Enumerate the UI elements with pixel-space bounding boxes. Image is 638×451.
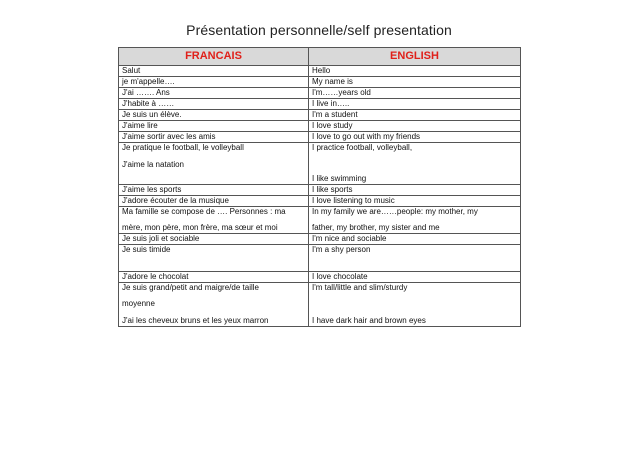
cell-line: J'aime les sports (122, 185, 182, 194)
page-title: Présentation personnelle/self presentation (186, 22, 452, 38)
cell-english (309, 121, 521, 132)
table-row (119, 77, 521, 88)
cell-english (309, 272, 521, 283)
cell-line: I practice football, volleyball, (312, 143, 413, 152)
cell-line: moyenne (122, 299, 155, 308)
table-row (119, 66, 521, 77)
table-row (119, 196, 521, 207)
cell-english (309, 143, 521, 185)
table-row (119, 185, 521, 196)
cell-line: J'aime sortir avec les amis (122, 132, 216, 141)
table-row (119, 99, 521, 110)
cell-line (312, 299, 517, 309)
cell-line (122, 261, 305, 271)
table-body (119, 66, 521, 327)
cell-line: J'aime lire (122, 121, 158, 130)
header-english: ENGLISH (309, 48, 521, 66)
cell-line: father, my brother, my sister and me (312, 223, 440, 232)
cell-line: I live in….. (312, 99, 350, 108)
cell-english (309, 110, 521, 121)
cell-english (309, 196, 521, 207)
cell-line: I like swimming (312, 174, 367, 183)
cell-line: I'm a student (312, 110, 358, 119)
cell-line: Je pratique le football, le volleyball (122, 143, 244, 152)
table-row (119, 207, 521, 234)
cell-line: My name is (312, 77, 353, 86)
cell-french (119, 185, 309, 196)
cell-french (119, 272, 309, 283)
cell-line: I'm a shy person (312, 245, 371, 254)
cell-french (119, 143, 309, 185)
cell-english (309, 234, 521, 245)
cell-french (119, 77, 309, 88)
cell-french (119, 99, 309, 110)
table-row (119, 283, 521, 327)
table-row (119, 234, 521, 245)
cell-english (309, 77, 521, 88)
cell-line: I'm tall/little and slim/sturdy (312, 283, 408, 292)
cell-line: Je suis grand/petit and maigre/de taille (122, 283, 259, 292)
cell-line (122, 174, 305, 184)
cell-line: J'adore le chocolat (122, 272, 189, 281)
cell-line: J'ai les cheveux bruns et les yeux marron (122, 316, 269, 325)
cell-line (312, 160, 517, 170)
table-row (119, 132, 521, 143)
table-row (119, 110, 521, 121)
table-row (119, 121, 521, 132)
cell-french (119, 121, 309, 132)
cell-line: Hello (312, 66, 331, 75)
cell-english (309, 66, 521, 77)
cell-line: J'habite à …… (122, 99, 175, 108)
table-row (119, 143, 521, 185)
cell-line: I love chocolate (312, 272, 368, 281)
cell-line: mère, mon père, mon frère, ma sœur et moi (122, 223, 278, 232)
cell-line: Je suis timide (122, 245, 171, 254)
cell-english (309, 245, 521, 272)
cell-line: J'aime la natation (122, 160, 185, 169)
table-row (119, 272, 521, 283)
table-row (119, 88, 521, 99)
cell-line: Ma famille se compose de …. Personnes : ma (122, 207, 286, 216)
cell-french (119, 283, 309, 327)
cell-french (119, 207, 309, 234)
cell-line: I love to go out with my friends (312, 132, 421, 141)
cell-french (119, 234, 309, 245)
cell-line: J'adore écouter de la musique (122, 196, 229, 205)
cell-line (312, 261, 517, 271)
cell-english (309, 185, 521, 196)
cell-line: J'ai ……. Ans (122, 88, 170, 97)
table-header-row (119, 48, 521, 66)
cell-english (309, 88, 521, 99)
header-francais: FRANCAIS (119, 48, 309, 66)
cell-english (309, 99, 521, 110)
cell-french (119, 196, 309, 207)
cell-french (119, 66, 309, 77)
table-row (119, 245, 521, 272)
cell-french (119, 132, 309, 143)
cell-line: je m'appelle…. (122, 77, 175, 86)
cell-line: I love study (312, 121, 353, 130)
cell-line: I like sports (312, 185, 353, 194)
cell-english (309, 132, 521, 143)
cell-french (119, 88, 309, 99)
cell-line: In my family we are……people: my mother, my (312, 207, 478, 216)
cell-french (119, 110, 309, 121)
cell-line: Salut (122, 66, 141, 75)
cell-line: I have dark hair and brown eyes (312, 316, 426, 325)
cell-line: I love listening to music (312, 196, 395, 205)
cell-line: Je suis un élève. (122, 110, 182, 119)
cell-english (309, 283, 521, 327)
cell-english (309, 207, 521, 234)
cell-line: Je suis joli et sociable (122, 234, 200, 243)
vocabulary-table (118, 47, 521, 327)
cell-line: I'm……years old (312, 88, 371, 97)
cell-french (119, 245, 309, 272)
cell-line: I'm nice and sociable (312, 234, 387, 243)
